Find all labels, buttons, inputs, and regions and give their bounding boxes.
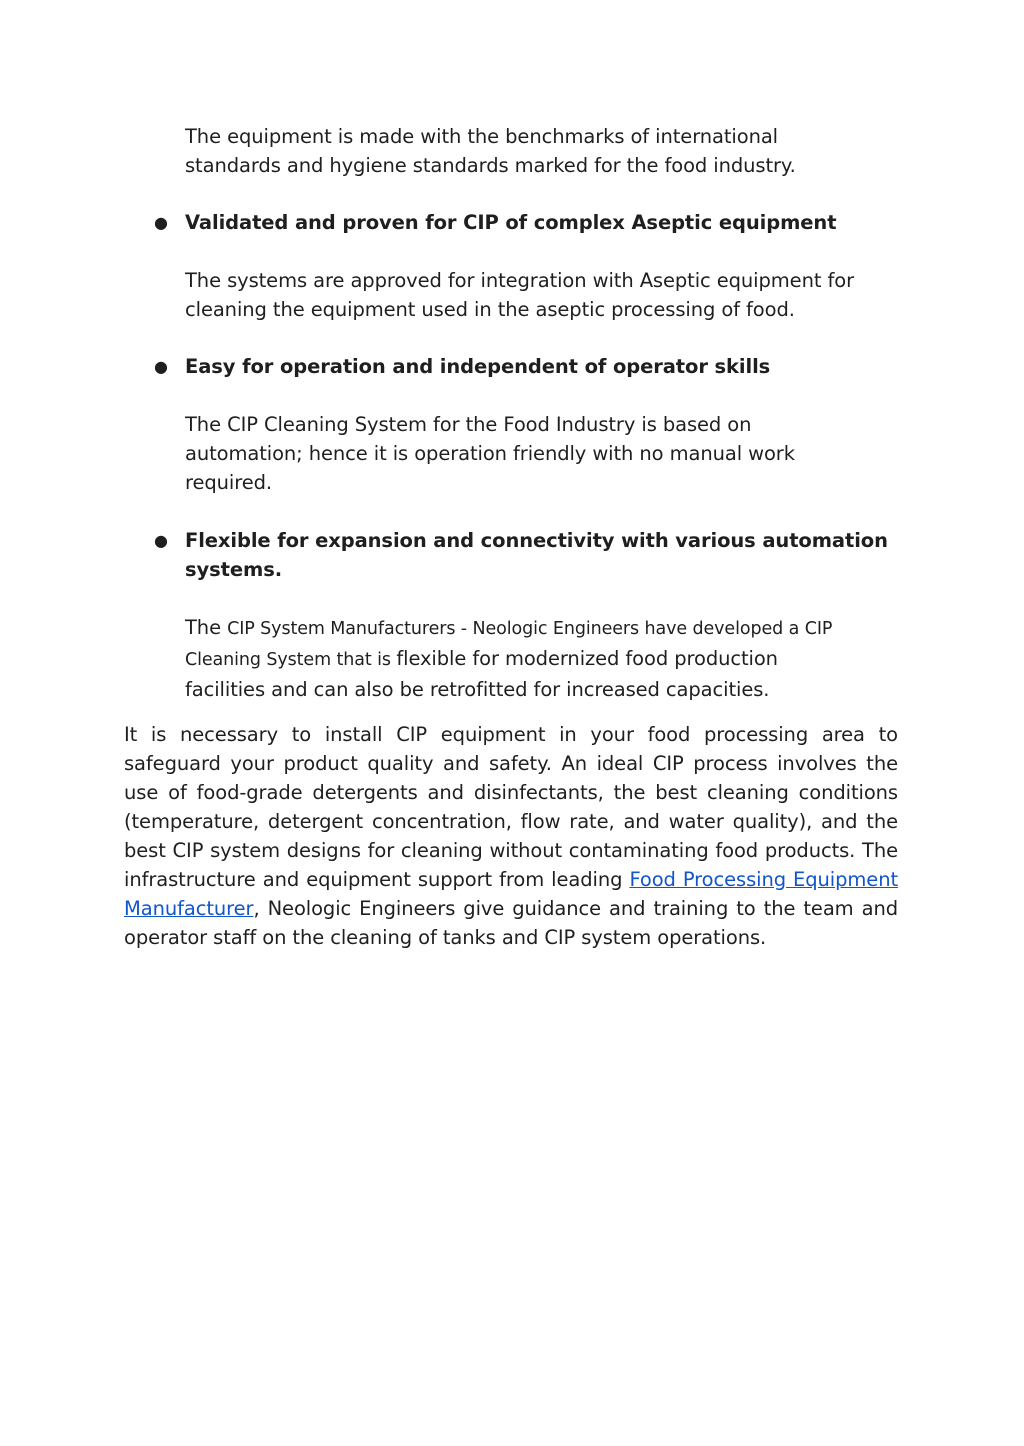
- description-line: cleaning the equipment used in the aseptic processing of food.: [185, 298, 795, 321]
- description-run: Cleaning System that is: [185, 650, 397, 670]
- description-line: required.: [185, 471, 273, 494]
- bullet-description-flexible: [185, 613, 900, 704]
- paragraph-text: , Neologic Engineers give guidance and training to the team and operator staff on the cleaning of tanks and CIP system operations.: [124, 897, 898, 949]
- heading-line: Flexible for expansion and connectivity with various automation: [185, 529, 888, 552]
- food-processing-equipment-link[interactable]: Food Processing Equipment Manufacturer: [124, 868, 898, 920]
- bullet-icon: ●: [154, 531, 168, 550]
- intro-line-1: The equipment is made with the benchmarks of international: [185, 125, 778, 148]
- description-run: flexible for modernized food production: [396, 647, 778, 670]
- bullet-icon: ●: [154, 213, 168, 232]
- bullet-heading: Easy for operation and independent of operator skills: [185, 355, 771, 378]
- bullet-icon: ●: [154, 357, 168, 376]
- heading-line: systems.: [185, 558, 283, 581]
- description-line: automation; hence it is operation friendly with no manual work: [185, 442, 795, 465]
- description-run: CIP System Manufacturers - Neologic Engineers have developed a CIP: [227, 619, 833, 639]
- description-line: The CIP Cleaning System for the Food Industry is based on: [185, 413, 752, 436]
- description-line: The systems are approved for integration with Aseptic equipment for: [185, 269, 854, 292]
- description-line: [185, 644, 900, 675]
- bullet-description-easy-operation: [185, 410, 900, 497]
- bullet-item-flexible: [154, 526, 900, 584]
- bullet-heading: [185, 526, 900, 584]
- description-run: The: [185, 616, 228, 639]
- description-line: [185, 613, 900, 644]
- intro-line-2: standards and hygiene standards marked for the food industry.: [185, 154, 796, 177]
- paragraph-text: It is necessary to install CIP equipment in your food processing area to safeguard your product quality and safety. An ideal CIP process involves the use of food-grade detergents and disinfectants, the best cleaning conditions (temperature, detergent concentration, flow rate, and water quality), and the best CIP system designs for cleaning without contaminating food products. The infrastructure and equipment support from leading: [124, 723, 898, 891]
- description-line: facilities and can also be retrofitted for increased capacities.: [185, 678, 770, 701]
- bullet-heading: Validated and proven for CIP of complex Aseptic equipment: [185, 211, 837, 234]
- bullet-description-validated: [185, 266, 900, 324]
- intro-paragraph: [185, 122, 900, 180]
- closing-paragraph: [124, 720, 898, 952]
